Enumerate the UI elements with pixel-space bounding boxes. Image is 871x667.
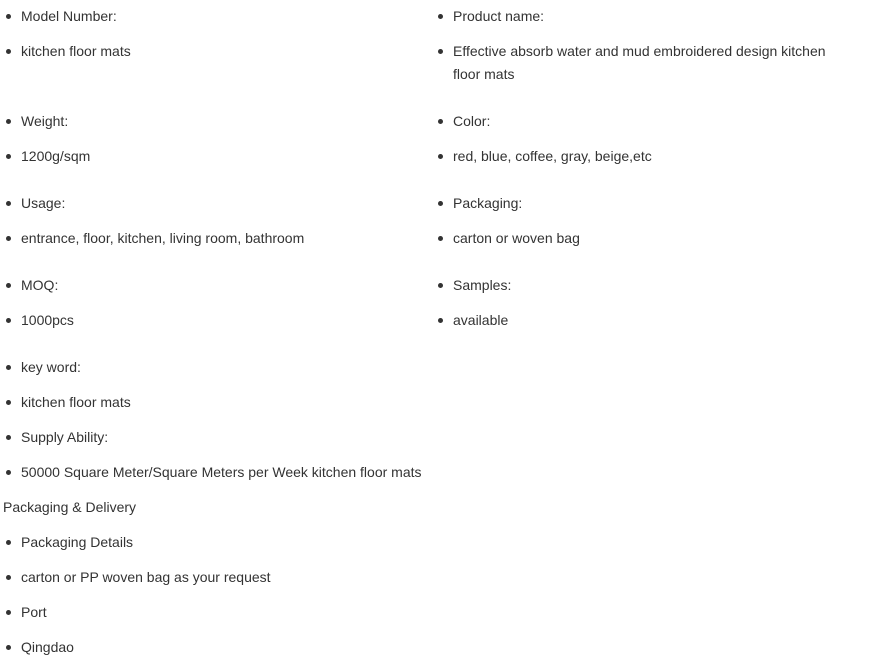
bullet-icon: [6, 154, 11, 159]
bullet-icon: [6, 575, 11, 580]
bullet-icon: [6, 365, 11, 370]
bullet-icon: [438, 154, 443, 159]
spec-label: Packaging:: [453, 195, 523, 211]
bullet-icon: [6, 435, 11, 440]
bullet-icon: [438, 119, 443, 124]
bullet-icon: [438, 236, 443, 241]
delivery-label: Packaging Details: [21, 534, 134, 550]
bullet-icon: [438, 14, 443, 19]
bullet-icon: [6, 400, 11, 405]
bullet-icon: [6, 470, 11, 475]
spec-label: MOQ:: [21, 277, 59, 293]
spec-value: carton or woven bag: [453, 230, 580, 246]
spec-label: key word:: [21, 359, 81, 375]
spec-value: red, blue, coffee, gray, beige,etc: [453, 148, 652, 164]
bullet-icon: [438, 283, 443, 288]
spec-label: Samples:: [453, 277, 512, 293]
bullet-icon: [438, 201, 443, 206]
spec-value: available: [453, 312, 509, 328]
delivery-value: carton or PP woven bag as your request: [21, 569, 271, 585]
delivery-label: Port: [21, 604, 47, 620]
spec-value: 50000 Square Meter/Square Meters per Week kitchen floor mats: [21, 464, 422, 480]
spec-label: Supply Ability:: [21, 429, 109, 445]
bullet-icon: [6, 119, 11, 124]
bullet-icon: [6, 49, 11, 54]
bullet-icon: [6, 645, 11, 650]
bullet-icon: [6, 283, 11, 288]
spec-label: Color:: [453, 113, 491, 129]
bullet-icon: [438, 318, 443, 323]
spec-label: Product name:: [453, 8, 545, 24]
spec-value: Effective absorb water and mud embroidered design kitchen floor mats: [453, 43, 826, 82]
bullet-icon: [6, 610, 11, 615]
bullet-icon: [6, 236, 11, 241]
spec-label: Model Number:: [21, 8, 117, 24]
spec-value: kitchen floor mats: [21, 394, 131, 410]
packaging-delivery-heading: Packaging & Delivery: [3, 499, 137, 515]
spec-value: kitchen floor mats: [21, 43, 131, 59]
spec-value: 1200g/sqm: [21, 148, 91, 164]
spec-label: Usage:: [21, 195, 66, 211]
bullet-icon: [6, 540, 11, 545]
spec-value: entrance, floor, kitchen, living room, bathroom: [21, 230, 305, 246]
spec-value: 1000pcs: [21, 312, 74, 328]
bullet-icon: [6, 201, 11, 206]
bullet-icon: [438, 49, 443, 54]
delivery-value: Qingdao: [21, 639, 74, 655]
spec-label: Weight:: [21, 113, 69, 129]
bullet-icon: [6, 14, 11, 19]
bullet-icon: [6, 318, 11, 323]
